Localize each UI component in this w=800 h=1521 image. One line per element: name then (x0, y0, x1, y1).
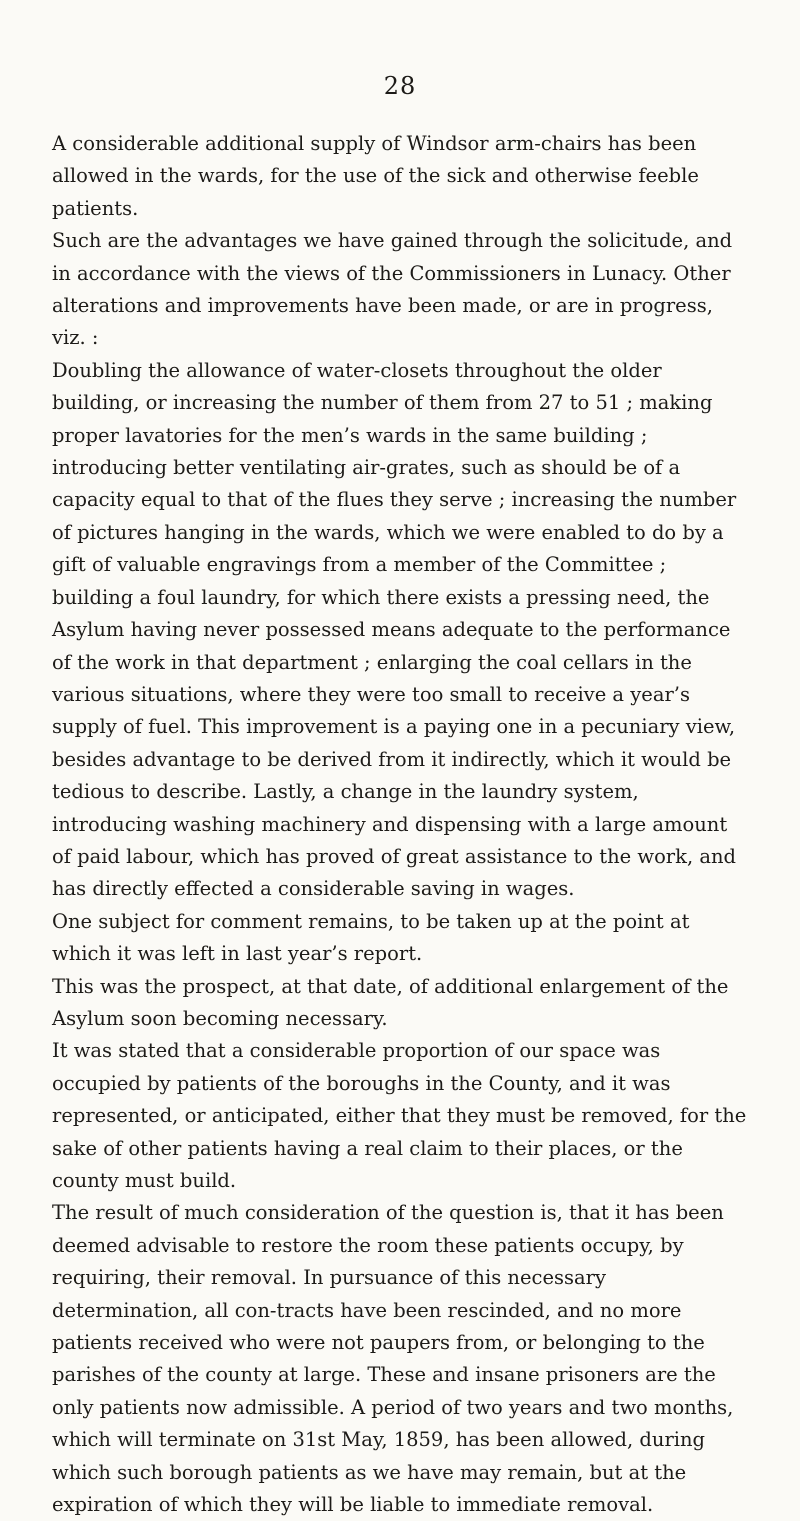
body-text (52, 128, 752, 1521)
paragraph-7: The result of much consideration of the question is, that it has been deemed advisable to restore the room these patients occupy, by requiring, their removal. In pursuance of this necessary determination, all con-tracts have been rescinded, and no more patients received who were not paupers from, or belonging to the parishes of the county at large. These and insane prisoners are the only patients now admissible. A period of two years and two months, which will terminate on 31st May, 1859, has been allowed, during which such borough patients as we have may remain, but at the expiration of which they will be liable to immediate removal. (52, 1201, 734, 1517)
paragraph-4: One subject for comment remains, to be taken up at the point at which it was left in last year’s report. (52, 909, 690, 966)
page-number: 28 (383, 72, 417, 100)
paragraph-2: Such are the advantages we have gained through the solicitude, and in accordance with the views of the Commissioners in Lunacy. Other alterations and improvements have been made, or are in progress, viz. : (52, 229, 733, 350)
paragraph-3: Doubling the allowance of water-closets throughout the older building, or increasing the number of them from 27 to 51 ; making proper lavatories for the men’s wards in the same building ; introducing better ventilating air-grates, such as should be of a capacity equal to that of the flues they serve ; increasing the number of pictures hanging in the wards, which we were enabled to do by a gift of valuable engravings from a member of the Committee ; building a foul laundry, for which there exists a pressing need, the Asylum having never possessed means adequate to the performance of the work in that department ; enlarging the coal cellars in the various situations, where they were too small to receive a year’s supply of fuel. This improvement is a paying one in a pecuniary view, besides advantage to be derived from it indirectly, which it would be tedious to describe. Lastly, a change in the laundry system, introducing washing machinery and dispensing with a large amount of paid labour, which has proved of great assistance to the work, and has directly effected a considerable saving in wages. (52, 358, 737, 901)
paragraph-6: It was stated that a considerable proportion of our space was occupied by patients of the boroughs in the County, and it was represented, or anticipated, either that they must be removed, for the sake of other patients having a real claim to their places, or the county must build. (52, 1039, 747, 1192)
paragraph-1: A considerable additional supply of Windsor arm-chairs has been allowed in the wards, for the use of the sick and otherwise feeble patients. (52, 132, 699, 220)
paragraph-5: This was the prospect, at that date, of additional enlargement of the Asylum soon becoming necessary. (52, 974, 729, 1030)
